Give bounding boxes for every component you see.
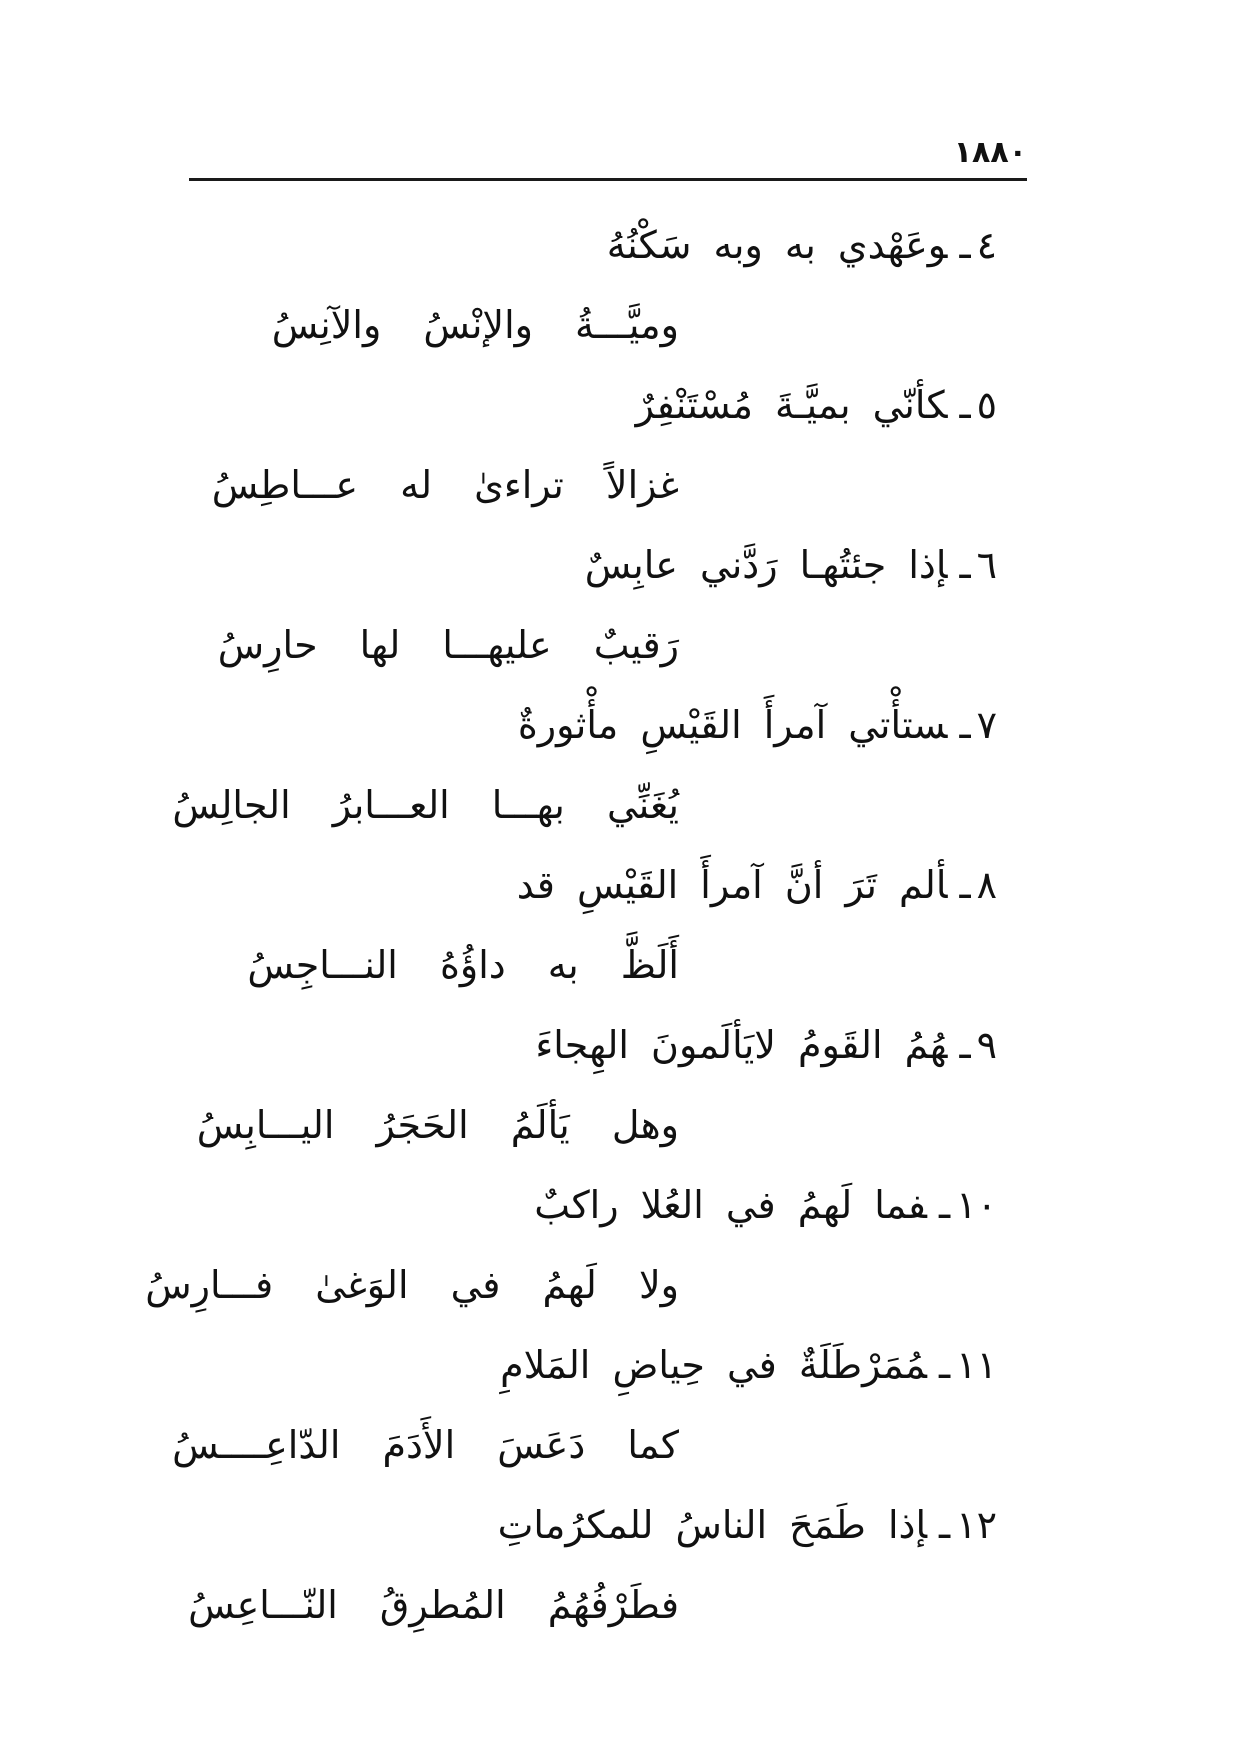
verse bbox=[145, 1166, 1027, 1326]
verse-first-text: هُمُ القَومُ لايَألَمونَ الهِجاءَ bbox=[535, 1023, 948, 1067]
verse-first-hemistich bbox=[535, 1023, 997, 1067]
verse-dash: ـ bbox=[939, 1343, 951, 1387]
verse-first-hemistich bbox=[517, 703, 997, 747]
verse-first-text: ألم تَرَ أنَّ آمرأَ القَيْسِ قد bbox=[516, 863, 948, 907]
verse-first-text: كأنّي بميَّـةَ مُسْتَنْفِرٌ bbox=[635, 383, 948, 427]
verse-second-hemistich: رَقيبٌ عليهـــا لها حارِسُ bbox=[217, 623, 679, 667]
verse-number: ١١ bbox=[956, 1343, 997, 1387]
verse-second-hemistich: أَلَظَّ به داؤُهُ النـــاجِسُ bbox=[247, 943, 679, 987]
verse-first-hemistich bbox=[497, 1503, 997, 1547]
verse-dash: ـ bbox=[959, 703, 971, 747]
verse-second-hemistich: غزالاً تراءىٰ له عـــاطِسُ bbox=[211, 463, 679, 507]
verse-dash: ـ bbox=[959, 863, 971, 907]
page-number: ١٨٨٠ bbox=[953, 135, 1027, 170]
verse-number: ٤ bbox=[976, 223, 997, 267]
verse-dash: ـ bbox=[939, 1503, 951, 1547]
verse bbox=[189, 366, 1027, 526]
verse-first-text: مُمَرْطَلَةٌ في حِياضِ المَلامِ bbox=[500, 1343, 928, 1387]
poem bbox=[145, 206, 1027, 1646]
verse-first-hemistich bbox=[516, 863, 997, 907]
verse-second-hemistich: وميَّـــةُ والإنْسُ والآنِسُ bbox=[271, 303, 679, 347]
verse-second-hemistich: وهل يَألَمُ الحَجَرُ اليـــابِسُ bbox=[196, 1103, 679, 1147]
verse bbox=[189, 526, 1027, 686]
verse bbox=[189, 206, 1027, 366]
verse-number: ١٢ bbox=[956, 1503, 997, 1547]
verse-first-hemistich bbox=[534, 1183, 997, 1227]
verse-dash: ـ bbox=[959, 223, 971, 267]
verse-first-hemistich bbox=[635, 383, 997, 427]
verse-second-hemistich: فطَرْفُهُمُ المُطرِقُ النّـــاعِسُ bbox=[188, 1583, 679, 1627]
verse bbox=[189, 1006, 1027, 1166]
verse bbox=[172, 686, 1027, 846]
verse-first-text: فما لَهمُ في العُلا راكبٌ bbox=[534, 1183, 928, 1227]
verse-number: ٨ bbox=[976, 863, 997, 907]
verse-number: ٩ bbox=[976, 1023, 997, 1067]
header-rule bbox=[189, 178, 1027, 181]
verse bbox=[189, 846, 1027, 1006]
verse-second-hemistich: ولا لَهمُ في الوَغىٰ فـــارِسُ bbox=[145, 1263, 679, 1307]
verse-first-text: إذا جئتُهـا رَدَّني عابِسٌ bbox=[584, 543, 948, 587]
verse-number: ٦ bbox=[976, 543, 997, 587]
verse-first-hemistich bbox=[500, 1343, 997, 1387]
verse-first-text: وعَهْدي به وبه سَكْنُهُ bbox=[606, 223, 948, 267]
verse bbox=[172, 1326, 1027, 1486]
verse-dash: ـ bbox=[959, 543, 971, 587]
verse-number: ٥ bbox=[976, 383, 997, 427]
verse-number: ٧ bbox=[976, 703, 997, 747]
verse bbox=[189, 1486, 1027, 1646]
verse-number: ١٠ bbox=[956, 1183, 997, 1227]
verse-first-text: إذا طَمَحَ الناسُ للمكرُماتِ bbox=[497, 1503, 928, 1547]
verse-dash: ـ bbox=[959, 383, 971, 427]
verse-first-hemistich bbox=[606, 223, 997, 267]
verse-second-hemistich: يُغَنِّي بهـــا العـــابرُ الجالِسُ bbox=[172, 783, 679, 827]
verse-dash: ـ bbox=[939, 1183, 951, 1227]
verse-dash: ـ bbox=[959, 1023, 971, 1067]
verse-second-hemistich: كما دَعَسَ الأَدَمَ الدّاعِــــسُ bbox=[172, 1423, 679, 1467]
verse-first-hemistich bbox=[584, 543, 997, 587]
verse-first-text: ستأْتي آمرأَ القَيْسِ مأْثورةٌ bbox=[517, 703, 948, 747]
